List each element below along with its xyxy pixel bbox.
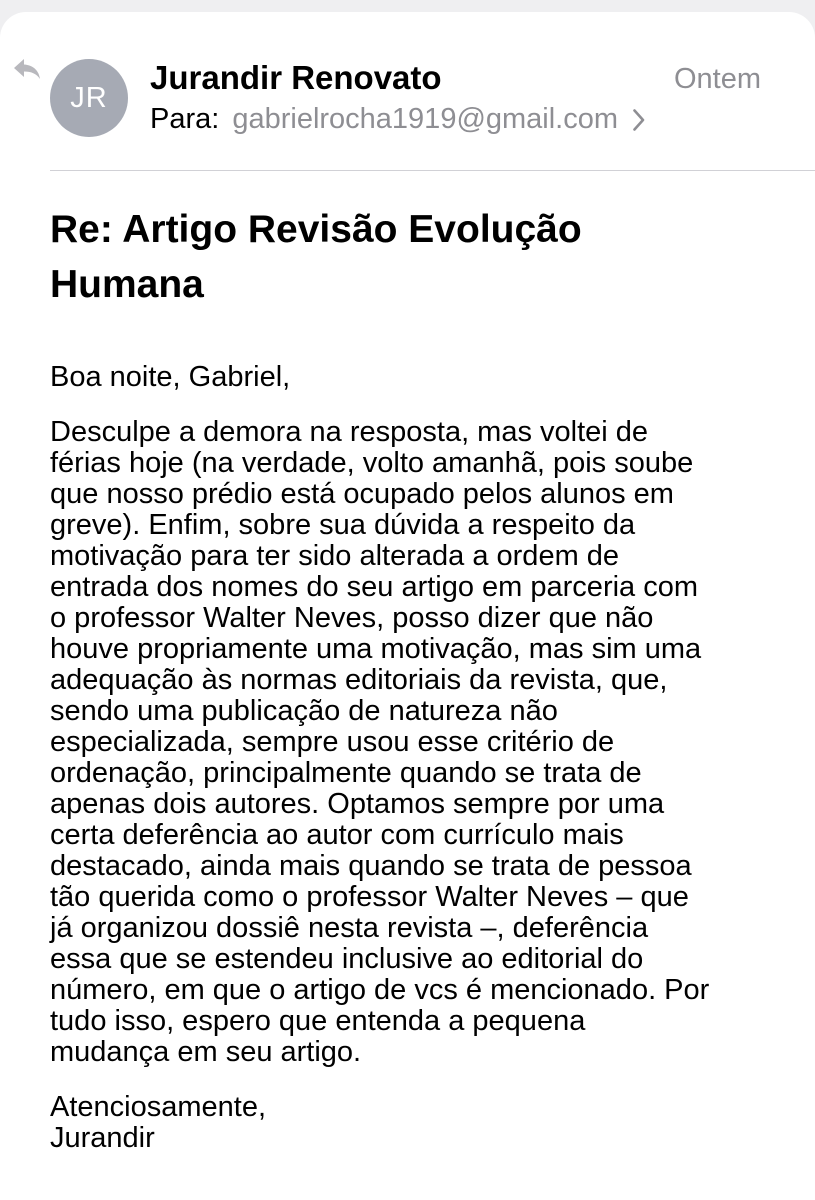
message-subject <box>50 202 750 312</box>
body-line: adequação às normas editoriais da revista, que, <box>50 664 668 696</box>
body-line: número, em que o artigo de vcs é mencionado. Por <box>50 974 710 1006</box>
main-paragraph <box>50 417 810 1068</box>
body-line: férias hoje (na verdade, volto amanhã, pois soube <box>50 447 694 479</box>
body-line: houve propriamente uma motivação, mas sim uma <box>50 633 702 665</box>
subject-line: Humana <box>50 263 204 306</box>
body-line: entrada dos nomes do seu artigo em parceria com <box>50 571 699 603</box>
body-line: destacado, ainda mais quando se trata de pessoa <box>50 850 692 882</box>
recipient-address: gabrielrocha1919@gmail.com <box>232 103 619 135</box>
body-line: tudo isso, espero que entenda a pequena <box>50 1005 586 1037</box>
body-line: especializada, sempre usou esse critério de <box>50 726 615 758</box>
greeting-line: Boa noite, Gabriel, <box>50 361 291 393</box>
greeting-paragraph <box>50 362 810 393</box>
body-line: o professor Walter Neves, posso dizer que não <box>50 602 654 634</box>
signature-line: Jurandir <box>50 1122 155 1154</box>
body-line: ordenação, principalmente quando se trata de <box>50 757 642 789</box>
body-line: Desculpe a demora na resposta, mas voltei de <box>50 416 649 448</box>
mail-sheet <box>0 12 815 1200</box>
subject-line: Re: Artigo Revisão Evolução <box>50 208 582 251</box>
body-line: que nosso prédio está ocupado pelos alunos em <box>50 478 674 510</box>
message-body <box>50 362 810 1154</box>
reply-arrow-icon[interactable] <box>12 56 42 82</box>
recipient-line[interactable] <box>150 103 646 136</box>
avatar-initials: JR <box>70 81 108 114</box>
closing-paragraph <box>50 1092 810 1154</box>
chevron-right-icon[interactable] <box>632 108 646 132</box>
sender-name[interactable]: Jurandir Renovato <box>150 59 442 96</box>
body-line: certa deferência ao autor com currículo mais <box>50 819 624 851</box>
body-line: mudança em seu artigo. <box>50 1036 362 1068</box>
closing-line: Atenciosamente, <box>50 1091 267 1123</box>
header-divider <box>50 170 815 171</box>
body-line: motivação para ter sido alterada a ordem de <box>50 540 620 572</box>
body-line: essa que se estendeu inclusive ao editorial do <box>50 943 644 975</box>
body-line: apenas dois autores. Optamos sempre por uma <box>50 788 665 820</box>
body-line: sendo uma publicação de natureza não <box>50 695 558 727</box>
recipient-label: Para: <box>150 103 220 135</box>
body-line: greve). Enfim, sobre sua dúvida a respeito da <box>50 509 636 541</box>
message-date: Ontem <box>673 63 761 95</box>
body-line: já organizou dossiê nesta revista –, deferência <box>50 912 649 944</box>
sender-avatar[interactable] <box>50 59 128 137</box>
body-line: tão querida como o professor Walter Neves – que <box>50 881 689 913</box>
